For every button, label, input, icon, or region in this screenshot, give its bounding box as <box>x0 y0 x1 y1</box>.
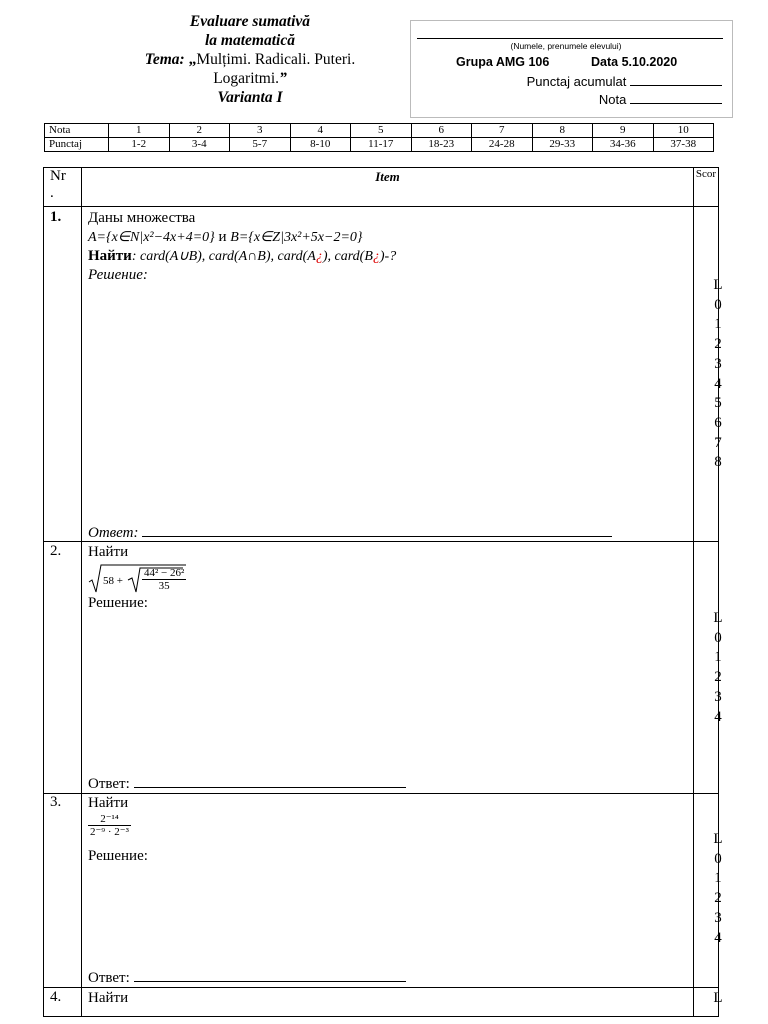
item-2-content <box>88 543 688 613</box>
item-2-title: Найти <box>88 544 129 560</box>
frac-numerator: 2⁻¹⁴ <box>88 813 131 826</box>
score-option[interactable]: 3 <box>714 688 722 705</box>
column-divider-scor <box>693 167 694 1017</box>
topic-line2 <box>100 69 400 88</box>
grade-cell: 3 <box>230 124 291 138</box>
score-label: Punctaj acumulat <box>526 74 627 89</box>
expr-pre: 58 + <box>103 575 123 587</box>
score-option[interactable]: 7 <box>714 434 722 451</box>
grade-cell: 8 <box>532 124 593 138</box>
topic-close-quote: ” <box>279 70 287 87</box>
item-3-scores <box>708 830 728 948</box>
item-4-scores <box>708 989 728 1009</box>
nr-header <box>50 168 66 202</box>
set-a: A={x∈N|x²−4x+4=0} <box>88 230 215 245</box>
item-2-answer[interactable] <box>88 773 406 794</box>
student-name-caption: (Numele, prenumele elevului) <box>510 41 622 51</box>
score-blank[interactable] <box>630 73 722 86</box>
item-1-title: Даны множества <box>88 210 196 226</box>
item-3-fraction <box>88 813 131 838</box>
score-option[interactable]: L <box>713 610 723 626</box>
grade-cell: 2 <box>169 124 230 138</box>
student-name-line[interactable] <box>417 38 723 39</box>
score-option[interactable]: 2 <box>714 890 722 907</box>
score-option[interactable]: 6 <box>714 414 722 431</box>
item-3-answer-label: Ответ: <box>88 970 130 986</box>
frac-denominator: 2⁻⁹ · 2⁻³ <box>90 826 129 838</box>
points-cell: 3-4 <box>169 138 230 152</box>
item-2-number: 2. <box>50 543 62 559</box>
item-2-answer-label: Ответ: <box>88 776 130 792</box>
grades-row-nota <box>45 124 714 138</box>
find-end: )-? <box>379 249 397 264</box>
find-text: : card(A∪B), card(A∩B), card(A <box>131 249 316 264</box>
score-option[interactable]: L <box>713 831 723 847</box>
item-2-scores <box>708 609 728 727</box>
find-mid: ), card(B <box>322 249 373 264</box>
score-option[interactable]: 4 <box>714 929 722 946</box>
item-3-answer-blank[interactable] <box>134 967 406 982</box>
grade-cell: 10 <box>653 124 714 138</box>
grade-cell: 6 <box>411 124 472 138</box>
score-option[interactable]: 4 <box>714 708 722 725</box>
column-divider-nr <box>81 167 82 1017</box>
title-line2: la matematică <box>205 32 295 49</box>
points-cell: 18-23 <box>411 138 472 152</box>
topic-label: Tema: <box>144 51 189 68</box>
grade-label: Nota <box>598 92 627 107</box>
score-option[interactable]: 4 <box>714 375 722 392</box>
score-option[interactable]: 0 <box>714 629 722 646</box>
score-option[interactable]: 0 <box>714 850 722 867</box>
score-field[interactable] <box>527 73 722 89</box>
score-option[interactable]: 2 <box>714 336 722 353</box>
score-option[interactable]: 1 <box>714 316 722 333</box>
grade-cell: 9 <box>593 124 654 138</box>
grade-blank[interactable] <box>630 91 722 104</box>
grades-row-punctaj <box>45 138 714 152</box>
points-cell: 34-36 <box>593 138 654 152</box>
item-2-expression <box>88 562 688 594</box>
student-info-box <box>410 20 733 118</box>
item-3-expression <box>88 813 688 847</box>
test-title <box>100 12 400 107</box>
item-3-content <box>88 794 688 866</box>
score-option[interactable]: 3 <box>714 909 722 926</box>
header-row-divider <box>43 206 719 207</box>
item-1-answer[interactable] <box>88 522 612 543</box>
topic-line <box>100 50 400 69</box>
item-1-sets <box>88 228 688 247</box>
item-1-scores <box>708 276 728 473</box>
nr-header-text: Nr <box>50 168 66 184</box>
item-1-content <box>88 209 688 285</box>
item-4-title: Найти <box>88 990 129 1006</box>
points-cell: 37-38 <box>653 138 714 152</box>
score-option[interactable]: 8 <box>714 454 722 471</box>
item-1-find <box>88 247 688 266</box>
score-option[interactable]: 0 <box>714 296 722 313</box>
points-cell: 24-28 <box>472 138 533 152</box>
points-cell: 29-33 <box>532 138 593 152</box>
topic-text2: Logaritmi. <box>213 70 280 87</box>
find-label: Найти <box>88 248 132 264</box>
date-label: Data 5.10.2020 <box>591 55 678 69</box>
score-option[interactable]: 1 <box>714 649 722 666</box>
item-4-number: 4. <box>50 989 62 1005</box>
item-1-number: 1. <box>50 209 62 225</box>
frac-denominator: 35 <box>158 580 170 592</box>
score-option[interactable]: L <box>713 277 723 293</box>
score-option[interactable]: 5 <box>714 395 722 412</box>
title-line1: Evaluare sumativă <box>189 13 311 30</box>
item-1-solution-label: Решение: <box>88 267 148 283</box>
grade-cell: 5 <box>351 124 412 138</box>
grading-scale-table <box>44 123 714 152</box>
points-cell: 1-2 <box>109 138 170 152</box>
topic-quote: „ <box>188 51 197 68</box>
points-cell: 5-7 <box>230 138 291 152</box>
grade-cell: 4 <box>290 124 351 138</box>
topic-text: Mulțimi. Radicali. Puteri. <box>196 51 356 68</box>
item-1-answer-label: Ответ: <box>88 525 139 541</box>
grade-cell: 7 <box>472 124 533 138</box>
item-header: Item <box>375 169 400 184</box>
find-q1: ¿ <box>315 249 323 264</box>
score-option[interactable]: 3 <box>714 355 722 372</box>
variant-label: Varianta I <box>217 89 283 106</box>
item-3-number: 3. <box>50 794 62 810</box>
item-1-answer-blank[interactable] <box>142 522 612 537</box>
scor-header: Scor <box>695 168 717 180</box>
score-option[interactable]: 1 <box>714 870 722 887</box>
points-cell: 8-10 <box>290 138 351 152</box>
and-word: и <box>218 229 227 245</box>
frac-numerator: 44² − 26² <box>144 567 185 579</box>
item-2-answer-blank[interactable] <box>134 773 406 788</box>
item-3-title: Найти <box>88 795 129 811</box>
grade-field[interactable] <box>599 91 722 107</box>
set-b: B={x∈Z|3x²+5x−2=0} <box>230 230 363 245</box>
score-option[interactable]: 2 <box>714 669 722 686</box>
item-3-answer[interactable] <box>88 967 406 988</box>
group-label: Grupa AMG 106 <box>456 55 550 69</box>
find-q2: ¿ <box>372 249 380 264</box>
nr-header-dot: . <box>50 185 54 201</box>
item-3-solution-label: Решение: <box>88 848 148 864</box>
item-2-fraction <box>142 567 186 592</box>
grade-cell: 1 <box>109 124 170 138</box>
points-row-label: Punctaj <box>45 138 109 152</box>
item-2-solution-label: Решение: <box>88 595 148 611</box>
points-cell: 11-17 <box>351 138 412 152</box>
grades-row-label: Nota <box>45 124 109 138</box>
score-option[interactable]: L <box>713 990 723 1006</box>
